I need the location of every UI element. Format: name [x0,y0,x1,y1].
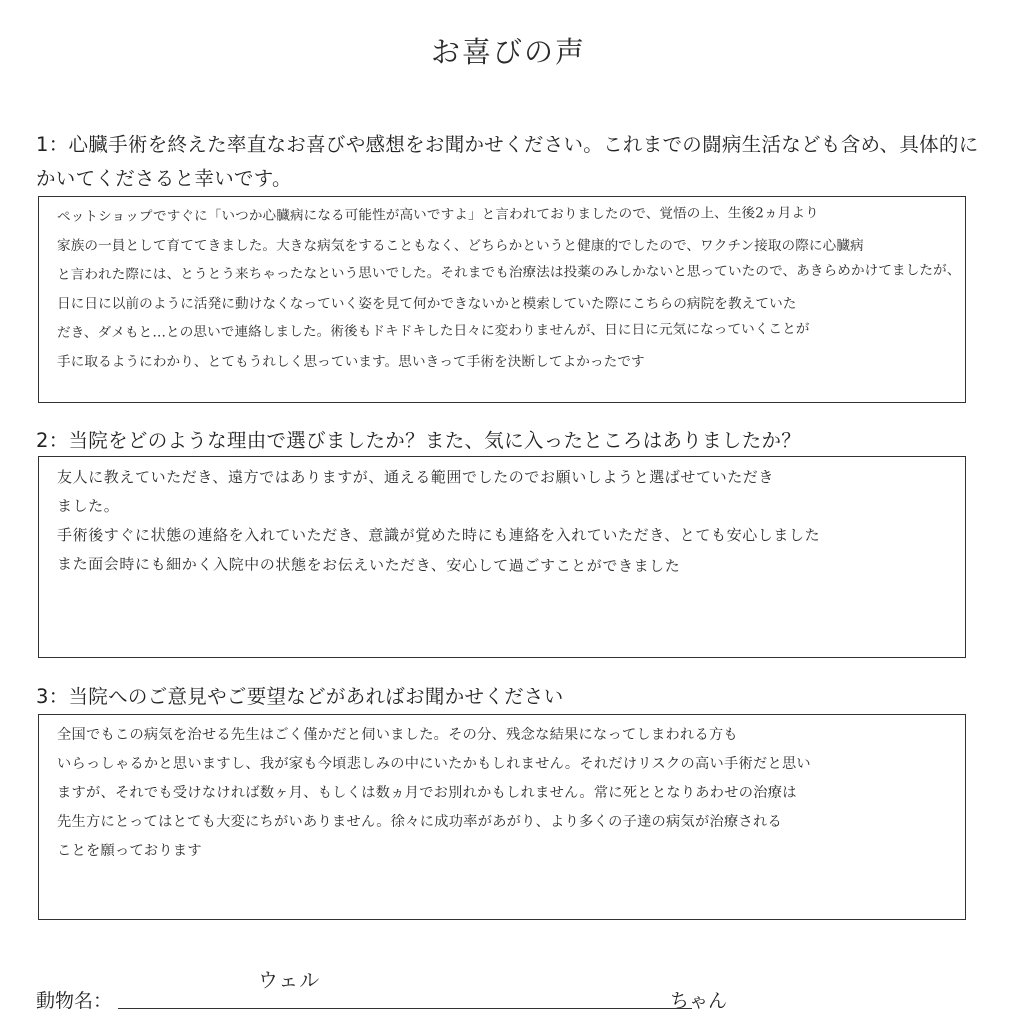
answer-2-line: 手術後すぐに状態の連絡を入れていただき、意識が覚めた時にも連絡を入れていただき、とても安心しました [57,526,821,544]
animal-name-value: ウェル [258,968,321,992]
answer-2-line: また面会時にも細かく入院中の状態をお伝えいただき、安心して過ごすことができました [56,555,681,576]
question-3: 3：当院へのご意見やご要望などがあればお聞かせください [36,685,564,708]
page-title: お喜びの声 [430,35,586,69]
question-1: 1：心臓手術を終えた率直なお喜びや感想をお聞かせください。これまでの闘病生活なども含め、具体的にかいてくださると幸いです。 [36,133,979,190]
answer-1-line: 家族の一員として育ててきました。大きな病気をすることもなく、どちらかというと健康的でしたので、ワクチン接取の際に心臓病 [57,238,864,254]
answer-1-line: 日に日に以前のように活発に動けなくなっていく姿を見て何かできないかと模索していた際にこちらの病院を教えていた [57,296,797,312]
answer-2-line: ました。 [56,497,120,516]
answer-1-line: だき、ダメもと…との思いで連絡しました。術後もドキドキした日々に変わりませんが、日に日に元気になっていくことが [56,321,810,341]
answer-3-line: 全国でもこの病気を治せる先生はごく僅かだと伺いました。その分、残念な結果になってしまわれる方も [57,727,738,743]
answer-1-line: 手に取るようにわかり、とてもうれしく思っています。思いきって手術を決断してよかったです [57,354,645,370]
answer-1-line: ペットショップですぐに「いつか心臓病になる可能性が高いですよ」と言われておりましたので、覚悟の上、生後2ヵ月より [56,205,819,225]
question-2: 2：当院をどのような理由で選びましたか？また、気に入ったところはありましたか？ [36,429,802,452]
answer-3-line: 先生方にとってはとても大変にちがいありません。徐々に成功率があがり、より多くの子達の病気が治療される [57,814,782,830]
animal-name-suffix: ちゃん [670,990,728,1012]
answer-2-line: 友人に教えていただき、遠方ではありますが、通える範囲でしたのでお願いしようと選ばせていただき [57,468,775,486]
answer-3-line: ことを願っております [57,843,202,859]
animal-name-row [36,968,756,1014]
answer-3-line: ますが、それでも受けなければ数ヶ月、もしくは数ヵ月でお別れかもしれません。常に死ととなりあわせの治療は [57,785,797,801]
answer-1-line: と言われた際には、とうとう来ちゃったなという思いでした。それまでも治療法は投薬のみしかないと思っていたので、あきらめかけてましたが、 [56,262,961,283]
animal-name-underline [118,1008,692,1009]
animal-name-label: 動物名： [36,990,113,1012]
answer-box-3 [38,714,966,920]
answer-3-line: いらっしゃるかと思いますし、我が家も今頃悲しみの中にいたかもしれません。それだけリスクの高い手術だと思い [57,756,811,772]
answer-box-2 [38,456,966,658]
answer-box-1 [38,196,966,403]
